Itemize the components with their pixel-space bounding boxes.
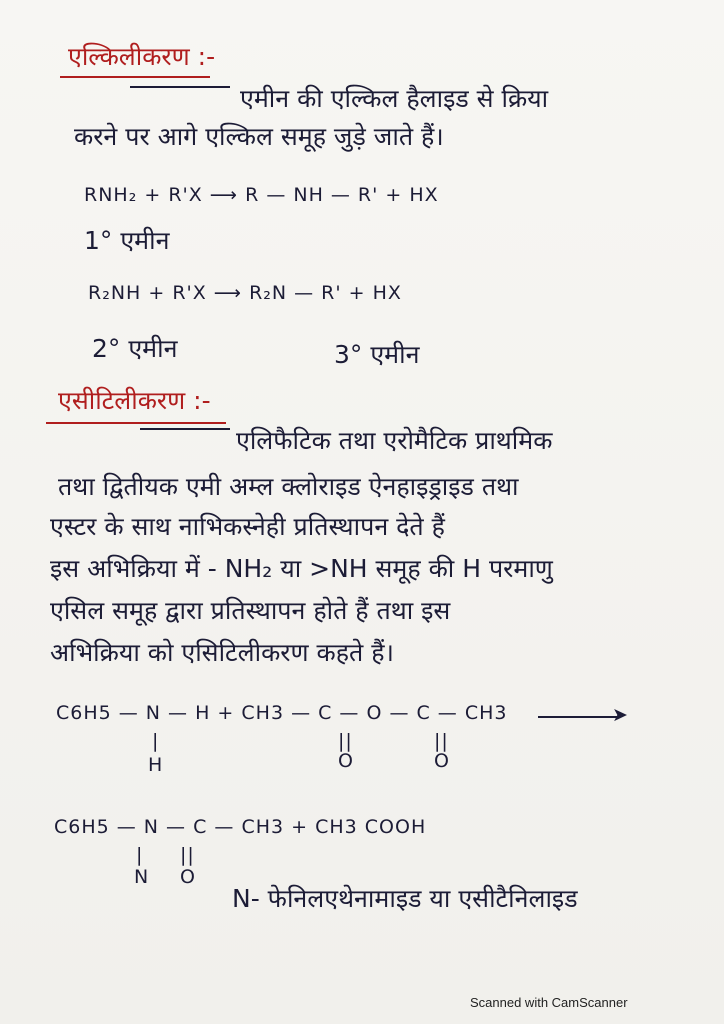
reaction-2-carbonyl-oxygen: O bbox=[180, 866, 196, 888]
alkylation-equation-2: R₂NH + R'X ⟶ R₂N — R' + HX bbox=[88, 282, 402, 304]
reaction-1-carbonyl-1-bond: || bbox=[338, 730, 353, 752]
acetylation-heading: एसीटिलीकरण :- bbox=[58, 386, 211, 415]
reaction-2-equation: C6H5 — N — C — CH3 + CH3 COOH bbox=[54, 816, 427, 838]
acetylation-line-5: एसिल समूह द्वारा प्रतिस्थापन होते हैं तथा इस bbox=[50, 596, 451, 625]
reaction-1-n-substituent: H bbox=[148, 754, 164, 776]
reaction-2-n-bond: | bbox=[136, 844, 144, 866]
product-name: N- फेनिलएथेनामाइड या एसीटैनिलाइड bbox=[232, 884, 578, 913]
heading-underline bbox=[60, 76, 210, 78]
reaction-1-n-bond: | bbox=[152, 730, 160, 752]
reaction-2-n-substituent: N bbox=[134, 866, 150, 888]
scanner-watermark: Scanned with CamScanner bbox=[470, 995, 628, 1010]
reaction-1-carbonyl-2-bond: || bbox=[434, 730, 449, 752]
reaction-arrow-head: ➤ bbox=[612, 704, 629, 726]
text-rule-2 bbox=[140, 428, 230, 430]
reaction-1-carbonyl-2-oxygen: O bbox=[434, 750, 450, 772]
acetylation-line-3: एस्टर के साथ नाभिकस्नेही प्रतिस्थापन देते हैं bbox=[50, 512, 445, 541]
alkylation-line-2: करने पर आगे एल्किल समूह जुड़े जाते हैं। bbox=[74, 122, 444, 151]
primary-amine-label: 1° एमीन bbox=[84, 226, 170, 255]
alkylation-line-1: एमीन की एल्किल हैलाइड से क्रिया bbox=[240, 84, 549, 113]
alkylation-equation-1: RNH₂ + R'X ⟶ R — NH — R' + HX bbox=[84, 184, 439, 206]
reaction-arrow-shaft bbox=[538, 716, 618, 718]
acetylation-line-2: तथा द्वितीयक एमी अम्ल क्लोराइड ऐनहाइड्राइड तथा bbox=[58, 472, 519, 501]
acetylation-line-1: एलिफैटिक तथा एरोमैटिक प्राथमिक bbox=[236, 426, 553, 455]
acetylation-line-4: इस अभिक्रिया में - NH₂ या >NH समूह की H परमाणु bbox=[50, 554, 553, 583]
alkylation-heading: एल्किलीकरण :- bbox=[68, 42, 216, 71]
secondary-amine-label: 2° एमीन bbox=[92, 334, 178, 363]
acetylation-line-6: अभिक्रिया को एसिटिलीकरण कहते हैं। bbox=[50, 638, 394, 667]
reaction-1-carbonyl-1-oxygen: O bbox=[338, 750, 354, 772]
text-rule bbox=[130, 86, 230, 88]
reaction-1-equation: C6H5 — N — H + CH3 — C — O — C — CH3 bbox=[56, 702, 508, 724]
heading-underline-2 bbox=[46, 422, 226, 424]
reaction-2-carbonyl-bond: || bbox=[180, 844, 195, 866]
tertiary-amine-label: 3° एमीन bbox=[334, 340, 420, 369]
